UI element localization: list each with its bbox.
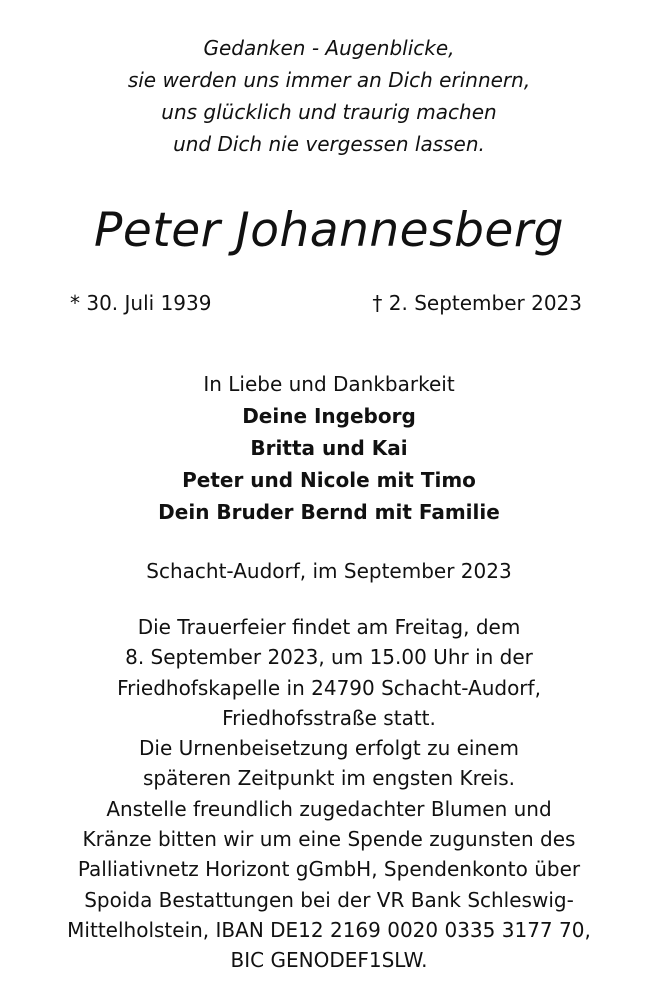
verse-line: sie werden uns immer an Dich erinnern, (127, 68, 531, 92)
info-line: Palliativnetz Horizont gGmbH, Spendenkonto über (77, 857, 581, 882)
verse-line: uns glücklich und traurig machen (161, 100, 497, 124)
mourners-intro: In Liebe und Dankbarkeit (203, 372, 455, 396)
info-line: BIC GENODEF1SLW. (230, 948, 428, 973)
funeral-info (0, 612, 658, 976)
life-dates (0, 286, 658, 320)
place-and-date: Schacht-Audorf, im September 2023 (146, 559, 512, 583)
info-line: 8. September 2023, um 15.00 Uhr in der (125, 645, 533, 670)
info-line: Kränze bitten wir um eine Spende zugunsten des (82, 827, 576, 852)
info-line: Die Trauerfeier findet am Freitag, dem (137, 615, 521, 639)
info-line: späteren Zeitpunkt im engsten Kreis. (142, 766, 516, 791)
mourners-block (0, 368, 658, 528)
info-line: Die Urnenbeisetzung erfolgt zu einem (139, 736, 519, 761)
info-line: Mittelholstein, IBAN DE12 2169 0020 0335 3177 70, (67, 917, 591, 942)
verse-line: Gedanken - Augenblicke, (203, 36, 455, 60)
mourner-name: Dein Bruder Bernd mit Familie (158, 500, 500, 524)
mourner-name: Britta und Kai (250, 436, 408, 460)
birth-date: * 30. Juli 1939 (70, 291, 212, 315)
info-line: Anstelle freundlich zugedachter Blumen und (106, 796, 552, 821)
death-date: † 2. September 2023 (372, 291, 582, 315)
memorial-verse (0, 32, 658, 160)
mourner-name: Deine Ingeborg (242, 404, 416, 428)
info-line: Friedhofskapelle in 24790 Schacht-Audorf, (117, 675, 541, 700)
verse-line: und Dich nie vergessen lassen. (173, 132, 485, 156)
mourner-name: Peter und Nicole mit Timo (182, 468, 476, 492)
info-line: Friedhofsstraße statt. (222, 705, 436, 730)
deceased-name: Peter Johannesberg (94, 203, 564, 258)
info-line: Spoida Bestattungen bei der VR Bank Schleswig- (84, 887, 574, 912)
